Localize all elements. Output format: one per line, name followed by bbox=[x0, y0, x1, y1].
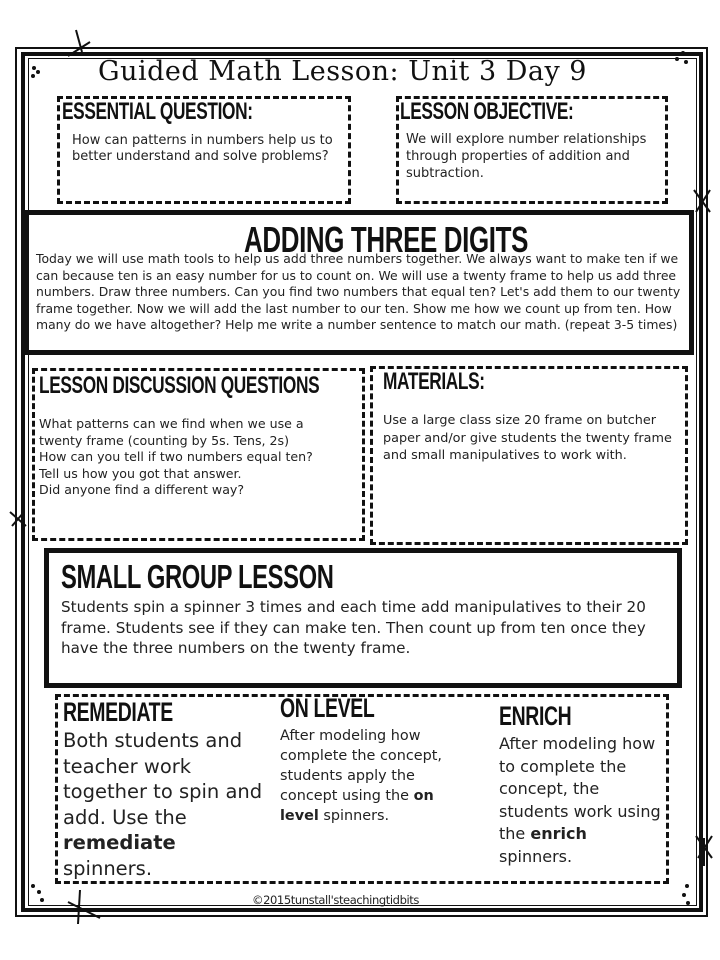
enrich-text: After modeling how to complete the concept, the students work using the enrich spinners. bbox=[499, 734, 661, 866]
discussion-questions-heading: LESSON DISCUSSION QUESTIONS bbox=[39, 372, 320, 399]
discussion-question: Tell us how you got that answer. bbox=[39, 465, 242, 481]
discussion-question: Did anyone find a different way? bbox=[39, 482, 245, 497]
discussion-question: What patterns can we find when we use a bbox=[39, 416, 304, 431]
remediate-heading: REMEDIATE bbox=[63, 697, 173, 727]
discussion-question: twenty frame (counting by 5s. Tens, 2s) bbox=[39, 432, 289, 448]
cross-mark-icon bbox=[64, 888, 104, 928]
remediate-text: Both students and teacher work together to spin and add. Use the remediate spinners. bbox=[63, 729, 263, 880]
discussion-question: How can you tell if two numbers equal ten? bbox=[39, 449, 313, 464]
copyright-footer: ©2015tunstall'steachingtidbits bbox=[252, 893, 419, 907]
essential-question-heading: ESSENTIAL QUESTION: bbox=[62, 98, 253, 125]
materials-text: Use a large class size 20 frame on butcher paper and/or give students the twenty frame and small manipulatives to work with. bbox=[383, 413, 672, 463]
small-group-heading: SMALL GROUP LESSON bbox=[61, 558, 334, 595]
small-group-text: Students spin a spinner 3 times and each time add manipulatives to their 20 frame. Students see if they can make ten. Then count up from ten once they have the three numbers on the twenty frame. bbox=[61, 598, 646, 657]
cross-mark-icon bbox=[692, 832, 716, 866]
on-level-text: After modeling how complete the concept, students apply the concept using the on level spinners. bbox=[280, 728, 442, 824]
essential-question-text: How can patterns in numbers help us to better understand and solve problems? bbox=[72, 133, 333, 164]
cross-mark-icon bbox=[6, 508, 30, 530]
cross-mark-icon bbox=[64, 28, 94, 60]
page-title: Guided Math Lesson: Unit 3 Day 9 bbox=[98, 56, 587, 87]
materials-heading: MATERIALS: bbox=[383, 368, 485, 395]
on-level-heading: ON LEVEL bbox=[280, 693, 375, 723]
main-lesson-text: Today we will use math tools to help us add three numbers together. We always want to make ten if we can because ten is an easy number for us to count on. We will use a twenty frame to help us add three numbers. Draw three numbers. Can you find two numbers that equal ten? Let's add them to our twenty frame together. Now we will add the last number to our ten. Show me how we count up from ten. How many do we have altogether? Help me write a number sentence to match our math. (repeat 3-5 times) bbox=[36, 251, 681, 332]
discussion-questions-list bbox=[39, 416, 361, 499]
enrich-heading: ENRICH bbox=[499, 701, 572, 731]
lesson-objective-text: We will explore number relationships through properties of addition and subtraction. bbox=[406, 132, 647, 181]
main-lesson-heading: ADDING THREE DIGITS bbox=[244, 219, 529, 260]
lesson-objective-heading: LESSON OBJECTIVE: bbox=[400, 98, 574, 125]
